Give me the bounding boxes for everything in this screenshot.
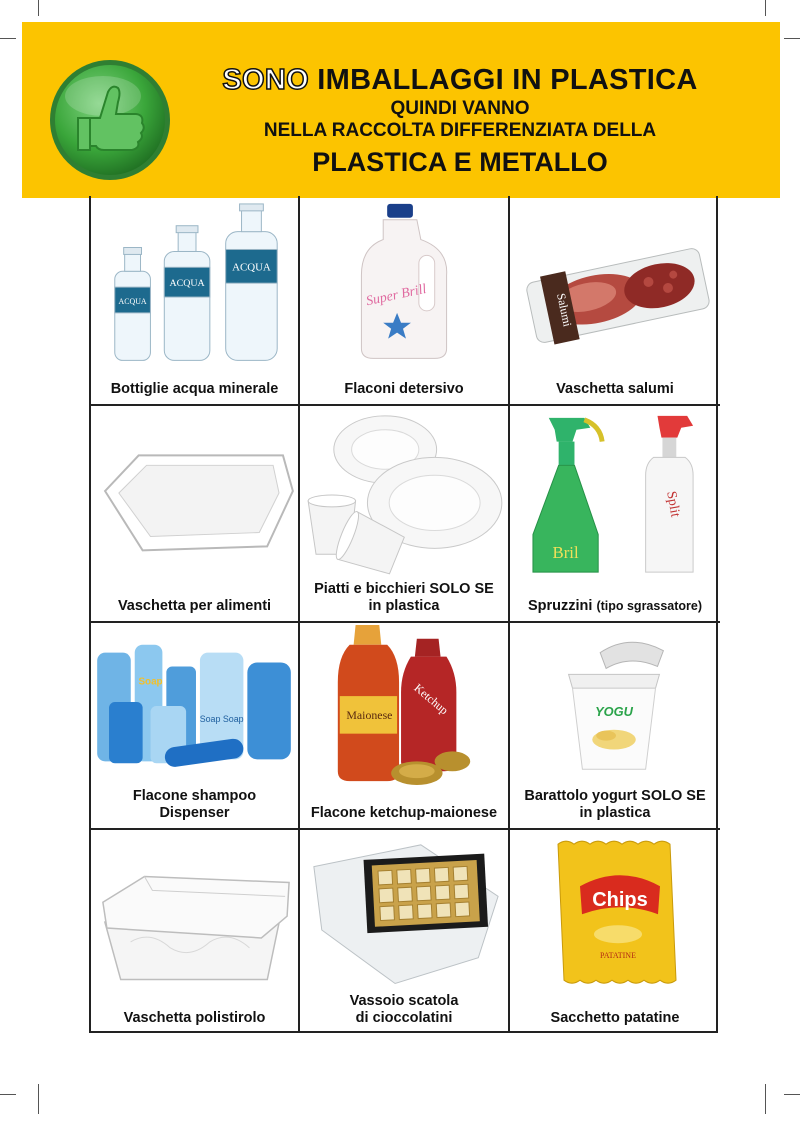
item-caption: [512, 788, 718, 822]
plates-cups-image: [300, 406, 508, 578]
chips-sub: PATATINE: [600, 951, 636, 961]
item-caption-line-1: Barattolo yogurt SOLO SE: [524, 788, 706, 804]
chocolate-slots: [378, 866, 470, 920]
shampoo-label-2: Soap Soap: [199, 713, 244, 724]
highlight-word: SONO: [222, 64, 309, 96]
item-caption: [93, 788, 296, 822]
items-grid: [89, 196, 718, 1033]
spray-bottles-image: [510, 406, 720, 578]
detergent-brand: Super Brill: [364, 280, 428, 309]
item-chocolate-tray: [300, 830, 510, 1033]
mayo-label: Maionese: [346, 707, 393, 722]
shampoo-bottles-image: [91, 623, 298, 787]
crop-mark: [0, 38, 16, 39]
item-chips-bag: [510, 830, 720, 1033]
spray-brand-2: Split: [664, 489, 684, 519]
item-caption: Vaschetta per alimenti: [117, 598, 272, 614]
chocolate-tray-image: [300, 830, 508, 992]
item-ketchup-mayo: [300, 623, 510, 830]
chips-brand: Chips: [592, 889, 648, 912]
spray-brand-1: Bril: [552, 543, 579, 563]
crop-mark: [0, 1094, 16, 1095]
bottle-label: ACQUA: [118, 296, 147, 306]
item-caption-line-2: Dispenser: [159, 805, 230, 821]
detergent-bottle-image: [300, 196, 508, 362]
item-caption: Flaconi detersivo: [344, 381, 464, 397]
item-caption: [512, 598, 718, 615]
yogurt-brand: YOGU: [595, 703, 633, 719]
item-caption: [302, 993, 506, 1027]
item-caption-line-1: Flacone shampoo: [132, 788, 257, 804]
bottle-label: ACQUA: [169, 278, 205, 290]
crop-mark: [784, 38, 800, 39]
item-cold-cuts-tray: [510, 196, 720, 406]
header-line-3: NELLA RACCOLTA DIFFERENZIATA DELLA: [263, 120, 657, 141]
shampoo-label: Soap: [138, 676, 163, 688]
item-caption-note: (tipo sgrassatore): [596, 599, 703, 613]
item-caption-line-2: di cioccolatini: [355, 1010, 453, 1026]
yogurt-pot-image: [510, 623, 720, 787]
chips-bag-image: [510, 830, 720, 992]
header-title: [180, 62, 740, 182]
item-caption-line-2: in plastica: [368, 598, 440, 614]
crop-mark: [38, 0, 39, 16]
item-caption: Vaschetta polistirolo: [123, 1010, 266, 1026]
bottle-medium: [164, 226, 210, 361]
item-caption-line-1: Piatti e bicchieri SOLO SE: [314, 581, 494, 597]
thumbs-up-icon: [48, 58, 172, 182]
item-yogurt-pot: [510, 623, 720, 830]
item-caption-line-1: Vassoio scatola: [349, 993, 459, 1009]
header-line-1-text: IMBALLAGGI IN PLASTICA: [317, 64, 698, 96]
header-line-4: PLASTICA E METALLO: [312, 147, 608, 177]
crop-mark: [38, 1084, 39, 1114]
bottle-label: ACQUA: [232, 261, 271, 274]
item-food-tray: [91, 406, 300, 623]
item-spray-bottles: [510, 406, 720, 623]
item-caption-line-2: in plastica: [579, 805, 651, 821]
item-caption: Flacone ketchup-maionese: [310, 805, 498, 821]
item-caption: [302, 581, 506, 615]
item-caption-main: Spruzzini: [527, 598, 593, 614]
cold-cuts-tray-image: [510, 196, 720, 362]
item-caption: Vaschetta salumi: [556, 381, 674, 397]
bottle-large: [226, 204, 278, 360]
food-tray-image: [91, 406, 298, 578]
ketchup-label: Ketchup: [411, 680, 452, 718]
crop-mark: [784, 1094, 800, 1095]
item-shampoo-bottles: [91, 623, 300, 830]
item-plates-cups: [300, 406, 510, 623]
item-caption: Bottiglie acqua minerale: [110, 381, 279, 397]
crop-mark: [765, 1084, 766, 1114]
item-polystyrene-tray: [91, 830, 300, 1033]
water-bottles-image: [91, 196, 298, 362]
tray-label: Salumi: [554, 292, 575, 328]
header-line-1: [180, 62, 740, 98]
item-water-bottles: [91, 196, 300, 406]
polystyrene-tray-image: [91, 830, 298, 992]
header-line-2: QUINDI VANNO: [390, 98, 530, 119]
ketchup-mayo-image: [300, 623, 508, 787]
crop-mark: [765, 0, 766, 16]
item-caption: Sacchetto patatine: [550, 1010, 680, 1026]
item-detergent-bottles: [300, 196, 510, 406]
